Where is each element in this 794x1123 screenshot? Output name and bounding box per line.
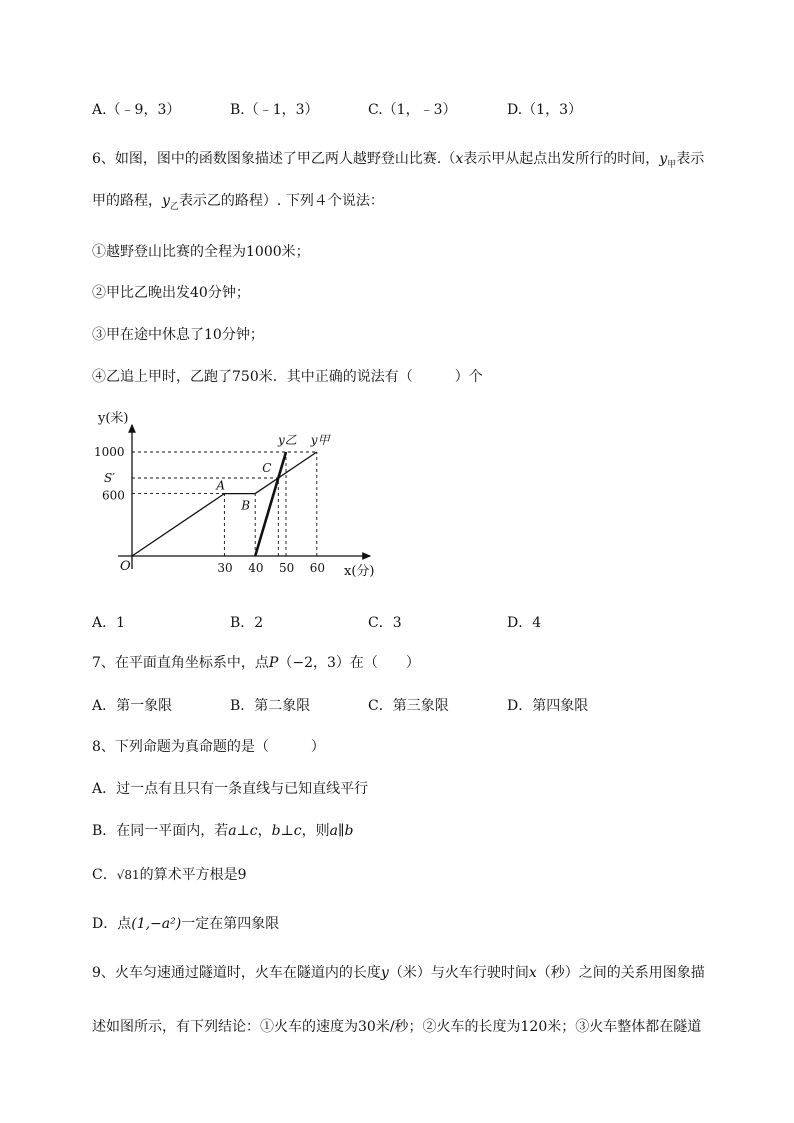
q6-statement-2: ②甲比乙晚出发40分钟； xyxy=(92,285,250,301)
series-label-yi: y乙 xyxy=(278,433,297,447)
q6-stem-text: 表示 xyxy=(676,151,705,167)
q8-b-math: a⊥c xyxy=(228,823,258,839)
x-tick-label: 40 xyxy=(248,561,264,575)
q7-point-p: P xyxy=(268,655,279,671)
q8-d-math: (1,−a²) xyxy=(131,916,182,932)
x-axis-label: x(分) xyxy=(344,564,375,579)
q7-option-c: C．第三象限 xyxy=(368,698,449,714)
q6-statement-1: ①越野登山比赛的全程为1000米； xyxy=(92,244,310,260)
q5-option-a: A.（﹣9，3） xyxy=(92,102,181,118)
q6-stem-line2 xyxy=(92,192,384,216)
q8-d-text: D．点 xyxy=(92,916,132,932)
q6-statement-3: ③甲在途中休息了10分钟； xyxy=(92,327,264,343)
q8-c-text: C． xyxy=(92,867,117,883)
series-lines xyxy=(132,452,317,556)
series-label-jia: y甲 xyxy=(310,433,330,447)
q9-var-y: y xyxy=(380,965,389,981)
q6-option-c: C．3 xyxy=(368,615,402,631)
point-label-a: A xyxy=(216,478,226,493)
x-tick-label: 30 xyxy=(217,561,233,575)
q8-option-a: A．过一点有且只有一条直线与已知直线平行 xyxy=(92,781,369,797)
q8-c-math: √81 xyxy=(116,868,140,882)
q7-option-a: A．第一象限 xyxy=(92,698,173,714)
q7-stem-text: 7、在平面直角坐标系中，点 xyxy=(92,655,269,671)
q8-option-b xyxy=(92,822,353,840)
q8-stem: 8、下列命题为真命题的是（ ） xyxy=(92,739,325,755)
q9-stem-text: （米）与火车行驶时间 xyxy=(388,965,529,981)
q5-option-d: D.（1，3） xyxy=(507,102,582,118)
q9-var-x: x xyxy=(528,965,537,981)
q9-stem-text: 9、火车匀速通过隧道时，火车在隧道内的长度 xyxy=(92,965,381,981)
q6-var-y: y xyxy=(162,193,170,209)
q5-option-c: C.（1，﹣3） xyxy=(368,102,457,118)
guide-lines xyxy=(132,452,317,556)
y-tick-label: 600 xyxy=(102,488,125,503)
series-line-jia xyxy=(132,452,317,556)
q7-option-b: B．第二象限 xyxy=(230,698,311,714)
q8-b-text: ，则 xyxy=(301,823,330,839)
q6-stem-text: 甲的路程， xyxy=(92,193,162,209)
q6-graph xyxy=(92,405,392,590)
point-label-b: B xyxy=(241,498,251,513)
q8-b-text: B．在同一平面内，若 xyxy=(92,823,229,839)
q6-statement-4: ④乙追上甲时，乙跑了750米．其中正确的说法有（ ）个 xyxy=(92,369,483,385)
q6-stem-text: 表示乙的路程）. 下列４个说法： xyxy=(178,193,384,209)
q6-option-d: D．4 xyxy=(507,615,542,631)
q9-stem-text: （秒）之间的关系用图象描 xyxy=(536,965,705,981)
q6-stem-text: 6、如图，图中的函数图象描述了甲乙两人越野登山比赛.（ xyxy=(92,151,456,167)
q6-option-a: A．1 xyxy=(92,615,126,631)
x-tick-label: 50 xyxy=(279,561,295,575)
q6-var-x: x xyxy=(455,151,464,167)
q8-b-math: b⊥c xyxy=(271,823,302,839)
q8-c-text: 的算术平方根是9 xyxy=(139,867,247,883)
y-axis-label: y(米) xyxy=(98,411,129,426)
q6-stem-text: 表示甲从起点出发所行的时间， xyxy=(463,151,660,167)
q7-stem xyxy=(92,654,420,672)
q9-stem-line1 xyxy=(92,964,705,982)
q6-var-sub: 甲 xyxy=(667,159,677,170)
q8-option-d xyxy=(92,915,279,933)
y-tick-label: 1000 xyxy=(94,445,125,459)
q6-stem-line1 xyxy=(92,150,704,174)
x-tick-label: 60 xyxy=(309,561,326,575)
q8-b-text: ， xyxy=(257,823,272,839)
q7-option-d: D．第四象限 xyxy=(507,698,589,714)
q8-b-math: a∥b xyxy=(329,823,354,839)
q5-option-b: B.（﹣1，3） xyxy=(230,102,319,118)
q7-stem-text: （−2，3）在（ ） xyxy=(278,655,420,671)
q9-stem-line2: 述如图所示，有下列结论：①火车的速度为30米/秒；②火车的长度为120米；③火车整体都在隧道 xyxy=(92,1019,702,1035)
y-tick-label: S′ xyxy=(104,471,115,485)
q6-var-y: y xyxy=(659,151,668,167)
q8-option-c xyxy=(92,866,247,884)
point-label-c: C xyxy=(262,461,272,475)
q8-d-text: 一定在第四象限 xyxy=(181,916,280,932)
q6-option-b: B．2 xyxy=(230,615,264,631)
origin-label: O xyxy=(120,559,131,574)
q6-var-sub: 乙 xyxy=(169,201,179,212)
